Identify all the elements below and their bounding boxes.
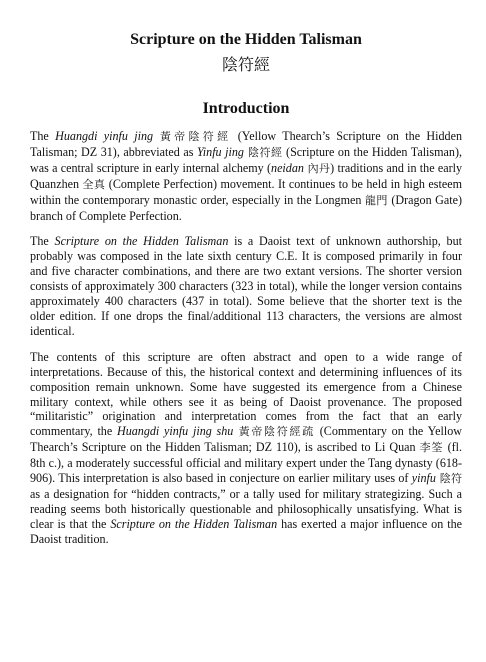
paragraph-2: The Scripture on the Hidden Talisman is a Daoist text of unknown authorship, but probably was composed in the late sixth century C.E. It is composed primarily in four and five character combinations, and there are two extant versions. The shorter version consists of approximately 300 characters (323 in total), while the longer version contains approximately 400 characters (437 in total). Some believe that the shorter text is the older edition. If one drops the final/additional 113 characters, the versions are almost identical.	[30, 234, 462, 338]
document-page	[30, 0, 462, 558]
paragraph-3: The contents of this scripture are often abstract and open to a wide range of interpretations. Because of this, the historical context and determining influences of its composition remain unknown. Some have suggested its emergence from a Chinese military context, while others see it as being of Daoist provenance. The proposed “militaristic” origination and interpretation comes from the fact that an early commentary, the Huangdi yinfu jing shu 黃帝陰符經疏 (Commentary on the Yellow Thearch’s Scripture on the Hidden Talisman; DZ 110), is ascribed to Li Quan 李筌 (fl. 8th c.), a moderately successful official and military expert under the Tang dynasty (618-906). This interpretation is also based in conjecture on earlier military uses of yinfu 陰符 as a designation for “hidden contracts,” or a tally used for military strategizing. Such a reading seems both historically questionable and philosophically unsatisfying. What is clear is that the Scripture on the Hidden Talisman has exerted a major influence on the Daoist tradition.	[30, 349, 463, 546]
page-title: Scripture on the Hidden Talisman	[130, 31, 362, 48]
section-heading: Introduction	[202, 100, 290, 117]
paragraph-1: The Huangdi yinfu jing 黃帝陰符經 (Yellow Thearch’s Scripture on the Hidden Talisman; DZ 31), abbreviated as Yinfu jing 陰符經 (Scripture on the Hidden Talisman), was a central scripture in early internal alchemy (neidan 內丹) traditions and in the early Quanzhen 全真 (Complete Perfection) movement. It continues to be held in high esteem within the contemporary monastic order, especially in the Longmen 龍門 (Dragon Gate) branch of Complete Perfection.	[30, 129, 463, 223]
page-title-chinese: 陰符經	[221, 55, 270, 74]
